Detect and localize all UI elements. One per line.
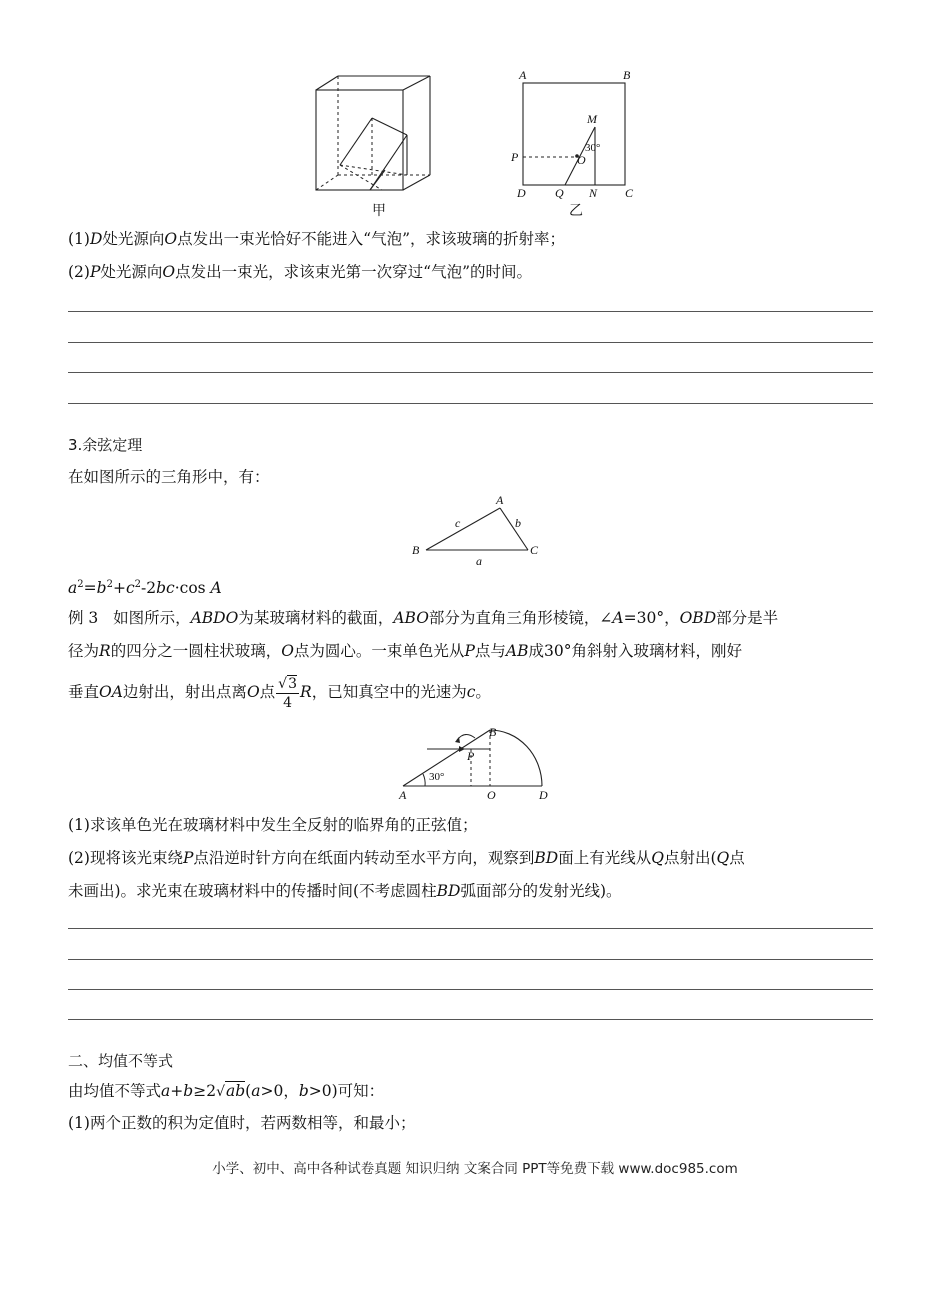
point-N: N — [589, 186, 598, 200]
cosine-law: $a^2=b^2+c^2-2bc\cdot\cos$ A — [68, 579, 222, 598]
section-3-title: 3.余弦定理 — [68, 436, 143, 454]
point-O: O — [487, 788, 496, 802]
am-gm-statement: 由均值不等式a+b≥2√ab(a>0，b>0)可知： — [68, 1082, 385, 1100]
point-B: B — [623, 68, 631, 82]
example3-line1: 例 3 如图所示，ABDO为某玻璃材料的截面，ABO部分为直角三角形棱镜，∠A=30°，OBD部分是半 — [68, 609, 779, 627]
example3-line3: 垂直OA边射出，射出点离O点 $\frac{√3}{4}$ R，已知真空中的光速为c。 — [68, 675, 491, 711]
page-footer: 小学、初中、高中各种试卷真题 知识归纳 文案合同 PPT等免费下载 www.doc985.com — [212, 1161, 738, 1177]
example3-line2: 径为R的四分之一圆柱状玻璃，O点为圆心。一束单色光从P点与AB成30°角斜射入玻璃材料，刚好 — [68, 642, 742, 660]
triangle-vertex-B: B — [412, 543, 420, 557]
section-3-intro: 在如图所示的三角形中，有： — [68, 468, 270, 486]
ex3-question2-line1: (2)现将该光束绕P点沿逆时针方向在纸面内转动至水平方向，观察到BD面上有光线从Q点射出(Q点 — [68, 849, 745, 867]
triangle-side-c: c — [455, 516, 461, 530]
triangle-side-a: a — [476, 554, 482, 568]
point-A: A — [399, 788, 407, 802]
figure-jia-box — [310, 70, 440, 220]
point-A: A — [519, 68, 527, 82]
answer-line — [68, 989, 873, 990]
point-D: D — [539, 788, 548, 802]
q1-part1: (1)D处光源向O点发出一束光恰好不能进入“气泡”，求该玻璃的折射率； — [68, 230, 565, 248]
answer-line — [68, 372, 873, 373]
point-P: P — [511, 150, 519, 164]
triangle-side-b: b — [515, 516, 521, 530]
am-gm-point1: (1)两个正数的积为定值时，若两数相等，和最小； — [68, 1114, 416, 1132]
point-D: D — [517, 186, 526, 200]
point-M: M — [587, 112, 597, 126]
answer-line — [68, 928, 873, 929]
triangle-vertex-C: C — [530, 543, 539, 557]
section-2-title: 二、均值不等式 — [68, 1052, 174, 1070]
figure-jia-label: 甲 — [372, 203, 386, 219]
answer-line — [68, 1019, 873, 1020]
figure-yi-label: 乙 — [569, 203, 583, 219]
fraction-sqrt3-over-4: $\frac{√3}{4}$ — [278, 675, 298, 711]
angle-30: 30° — [585, 142, 601, 154]
answer-line — [68, 311, 873, 312]
q1-part2: (2)P处光源向O点发出一束光，求该束光第一次穿过“气泡”的时间。 — [68, 263, 532, 281]
ex3-question1: (1)求该单色光在玻璃材料中发生全反射的临界角的正弦值； — [68, 816, 478, 834]
glass-figure — [395, 722, 560, 804]
angle-30: 30° — [429, 771, 445, 783]
point-C: C — [625, 186, 634, 200]
ex3-question2-line2: 未画出)。求光束在玻璃材料中的传播时间(不考虑圆柱BD弧面部分的发射光线)。 — [68, 882, 622, 900]
triangle-diagram — [408, 490, 548, 570]
figure-yi-diagram — [505, 65, 650, 205]
answer-line — [68, 959, 873, 960]
point-Q: Q — [555, 186, 564, 200]
answer-line — [68, 342, 873, 343]
point-P: P — [467, 749, 475, 763]
triangle-vertex-A: A — [496, 493, 504, 507]
answer-line — [68, 403, 873, 404]
point-B: B — [489, 725, 497, 739]
point-O: O — [577, 153, 586, 167]
